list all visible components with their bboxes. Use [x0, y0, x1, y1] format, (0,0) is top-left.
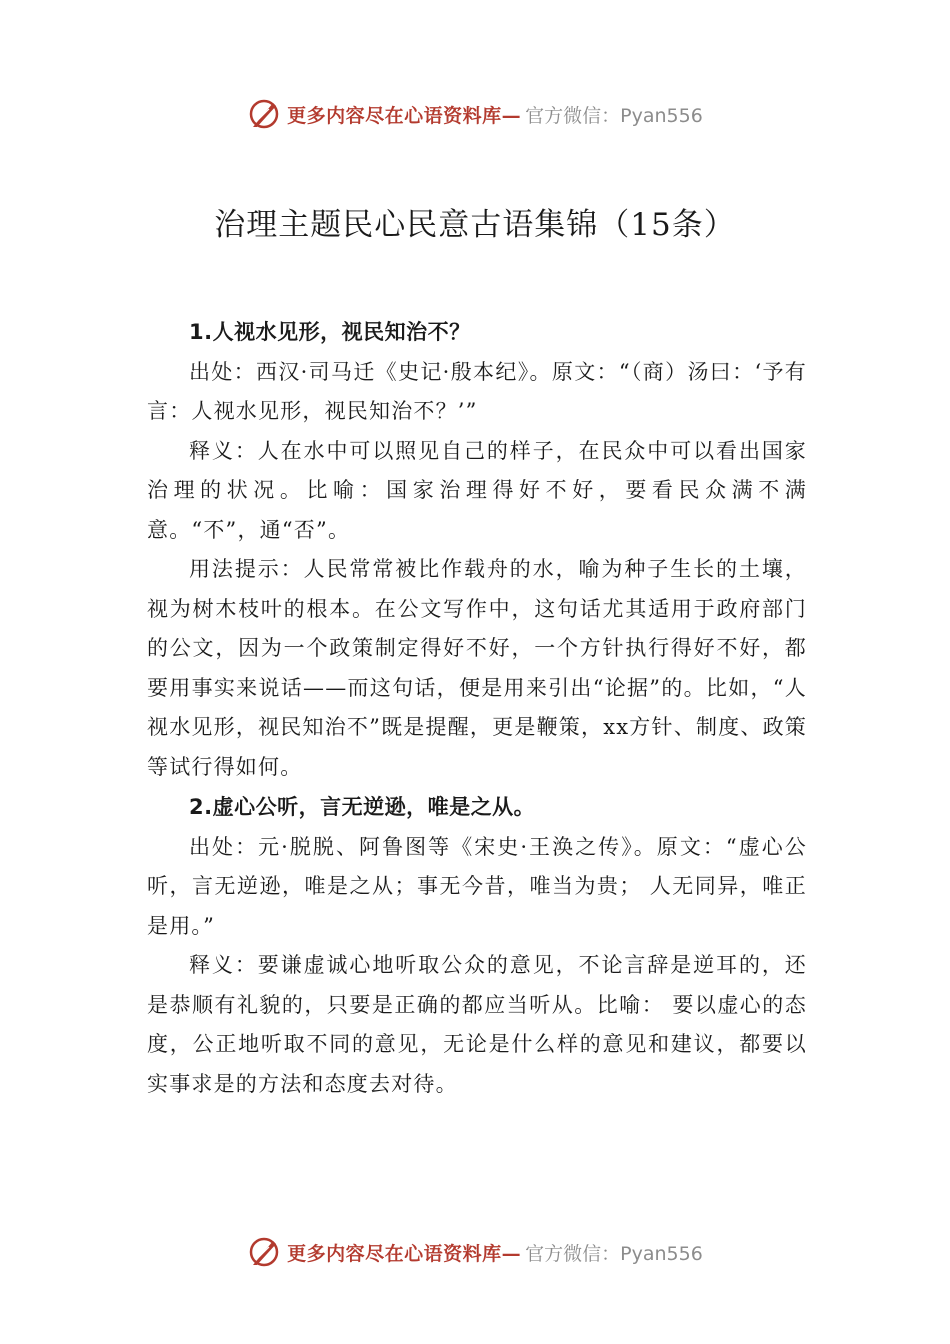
footer-wechat-text: 官方微信：Pyan556	[525, 1242, 703, 1265]
entry-2-heading: 2.虚心公听，言无逆逊，唯是之从。	[189, 795, 536, 819]
footer-promo-text: 更多内容尽在心语资料库—	[287, 1242, 522, 1265]
document-body	[147, 312, 807, 1104]
entry-1-source: 出处：西汉·司马迁《史记·殷本纪》。原文：“（商）汤曰：‘予有言：人视水见形，视民知治不？’”	[147, 359, 807, 423]
header-banner	[0, 94, 950, 134]
banner-promo-text: 更多内容尽在心语资料库—	[287, 104, 522, 127]
entry-1-heading: 1.人视水见形，视民知治不？	[189, 320, 471, 344]
banner-wechat-text: 官方微信：Pyan556	[525, 104, 703, 127]
quill-pen-logo-icon	[247, 1235, 281, 1269]
page-title: 治理主题民心民意古语集锦（15条）	[214, 207, 736, 243]
entry-2-source: 出处：元·脱脱、阿鲁图等《宋史·王涣之传》。原文：“虚心公听，言无逆逊，唯是之从；事无今昔，唯当为贵； 人无同异，唯正是用。”	[147, 834, 807, 938]
footer-banner	[0, 1232, 950, 1272]
entry-1-meaning: 释义：人在水中可以照见自己的样子，在民众中可以看出国家治理的状况。比喻：国家治理得好不好，要看民众满不满意。“不”，通“否”。	[147, 438, 807, 542]
quill-pen-logo-icon	[247, 97, 281, 131]
entry-2-meaning: 释义：要谦虚诚心地听取公众的意见，不论言辞是逆耳的，还是恭顺有礼貌的，只要是正确的都应当听从。比喻： 要以虚心的态度，公正地听取不同的意见，无论是什么样的意见和建议，都要以实事求是的方法和态度去对待。	[147, 953, 807, 1096]
entry-1-usage: 用法提示：人民常常被比作载舟的水，喻为种子生长的土壤，视为树木枝叶的根本。在公文写作中，这句话尤其适用于政府部门的公文，因为一个政策制定得好不好，一个方针执行得好不好，都要用事实来说话——而这句话，便是用来引出“论据”的。比如，“人视水见形，视民知治不”既是提醒，更是鞭策，xx方针、制度、政策等试行得如何。	[147, 557, 807, 779]
